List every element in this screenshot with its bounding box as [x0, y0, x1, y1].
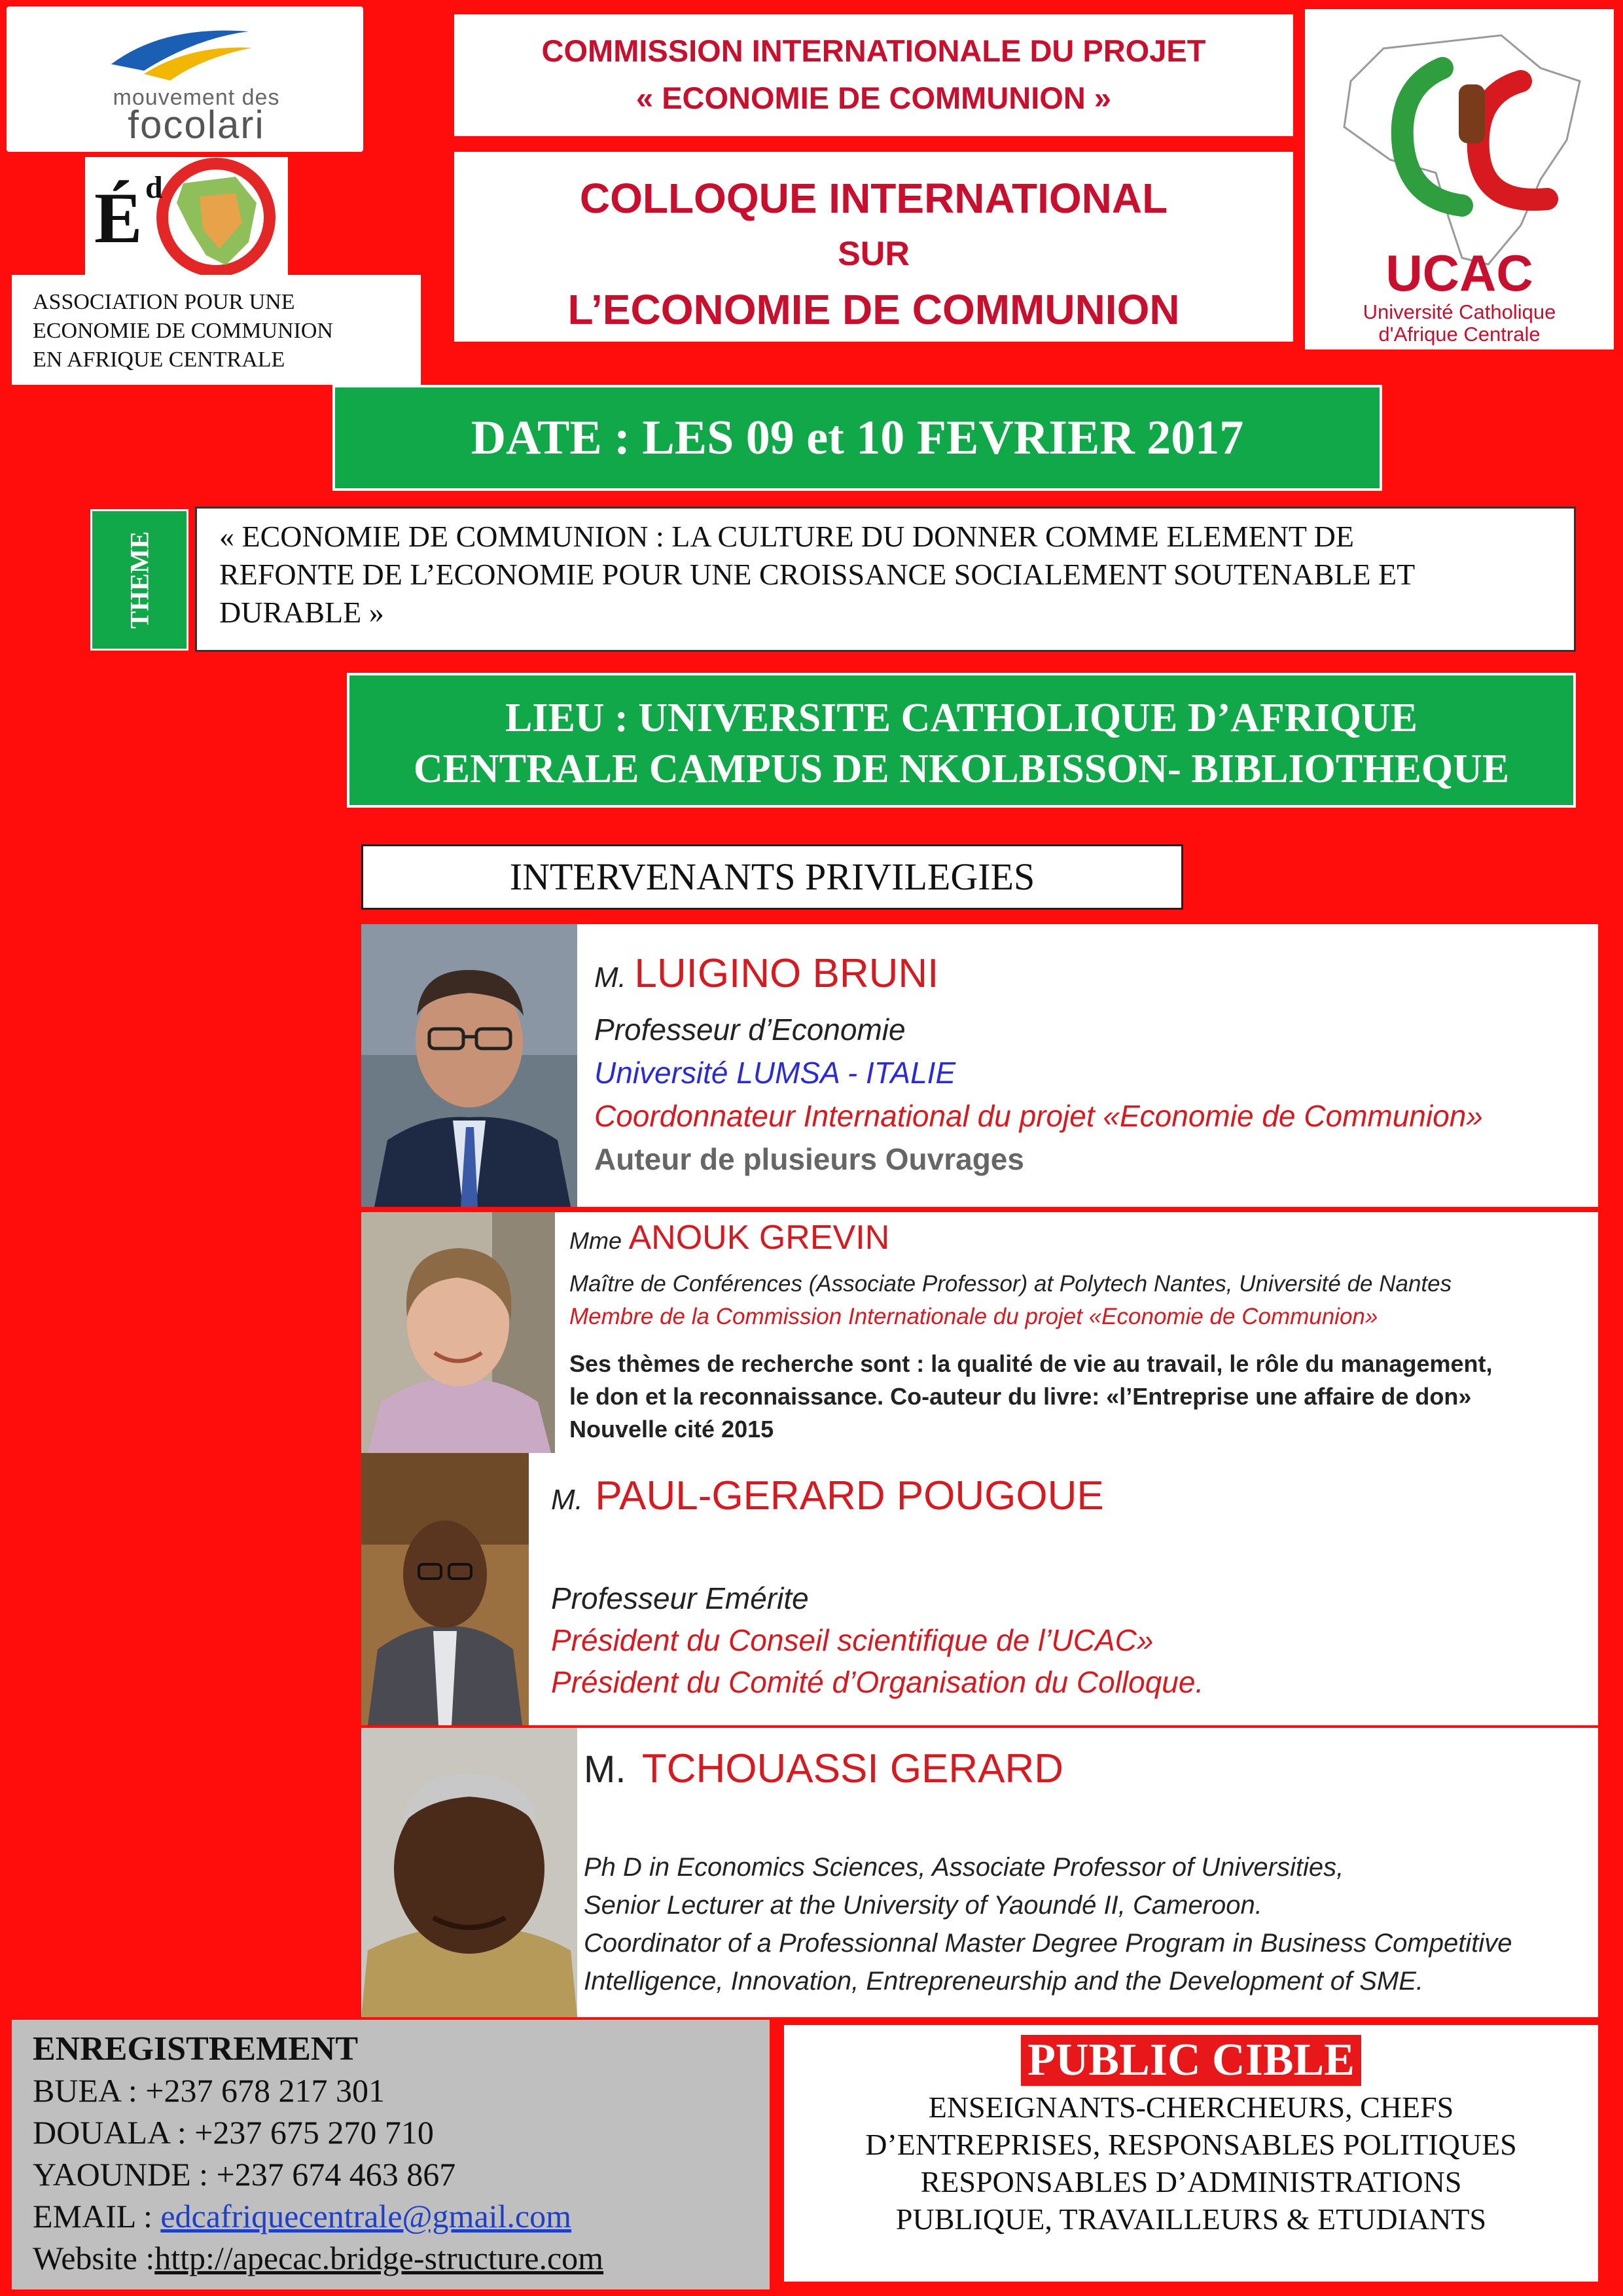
theme-text	[195, 507, 1576, 652]
phone-buea: BUEA : +237 678 217 301	[33, 2072, 385, 2109]
speaker-line: Président du Conseil scientifique de l’UCAC»	[551, 1623, 1154, 1657]
speaker-name: TCHOUASSI GERARD	[641, 1746, 1064, 1791]
focolari-swoosh-icon	[105, 18, 255, 90]
focolari-line2: focolari	[128, 103, 265, 147]
speakers-heading-label: INTERVENANTS PRIVILEGIES	[509, 855, 1035, 898]
speakers-heading	[361, 844, 1183, 910]
colloque-line2: SUR	[838, 235, 910, 273]
theme-line: REFONTE DE L’ECONOMIE POUR UNE CROISSANCE SOCIALEMENT SOUTENABLE ET	[219, 558, 1416, 591]
speaker-photo-tchouassi	[361, 1728, 577, 2017]
speaker-photo-pougoue	[361, 1453, 529, 1725]
speaker-line: Université LUMSA - ITALIE	[594, 1056, 956, 1090]
speaker-line: Intelligence, Innovation, Entrepreneurship and the Development of SME.	[584, 1967, 1424, 1996]
speaker-line: Président du Comité d’Organisation du Colloque.	[551, 1665, 1204, 1699]
association-line: EN AFRIQUE CENTRALE	[33, 348, 285, 372]
phone-douala: DOUALA : +237 675 270 710	[33, 2114, 434, 2151]
venue-line2: CENTRALE CAMPUS DE NKOLBISSON- BIBLIOTHEQUE	[413, 747, 1510, 791]
speaker-prefix: Mme	[569, 1227, 622, 1254]
association-line: ASSOCIATION POUR UNE	[33, 290, 295, 314]
speaker-info-bruni	[594, 950, 1483, 1181]
speaker-line: Professeur d’Economie	[594, 1013, 906, 1047]
website-link[interactable]: http://apecac.bridge-structure.com	[154, 2240, 604, 2276]
email-row	[33, 2195, 770, 2237]
commission-line2: « ECONOMIE DE COMMUNION »	[636, 81, 1111, 115]
association-label	[12, 275, 421, 385]
venue-line1: LIEU : UNIVERSITE CATHOLIQUE D’AFRIQUE	[505, 696, 1418, 740]
speaker-line: Coordinator of a Professionnal Master Degree Program in Business Competitive	[584, 1929, 1512, 1958]
target-audience-title: PUBLIC CIBLE	[1021, 2035, 1361, 2089]
audience-line: D’ENTREPRISES, RESPONSABLES POLITIQUES	[865, 2128, 1517, 2161]
speaker-line: Nouvelle cité 2015	[569, 1416, 774, 1443]
edc-logo	[85, 157, 288, 281]
speaker-line: Senior Lecturer at the University of Yaoundé II, Cameroon.	[584, 1891, 1262, 1920]
phone-yaounde: YAOUNDE : +237 674 463 867	[33, 2156, 456, 2193]
speaker-line: Coordonnateur International du projet «Economie de Communion»	[594, 1099, 1483, 1133]
speaker-card-tchouassi	[361, 1728, 1598, 2017]
venue-banner	[347, 673, 1576, 808]
theme-line: « ECONOMIE DE COMMUNION : LA CULTURE DU DONNER COMME ELEMENT DE	[219, 520, 1354, 553]
speaker-card-bruni	[361, 924, 1598, 1207]
theme-line: DURABLE »	[219, 596, 384, 629]
commission-header	[454, 14, 1293, 136]
speaker-line: Maître de Conférences (Associate Professor) at Polytech Nantes, Université de Nantes	[569, 1271, 1452, 1297]
ucac-line1: Université Catholique	[1363, 300, 1556, 323]
speaker-photo-grevin	[361, 1212, 555, 1453]
edc-africa-icon	[85, 157, 288, 281]
date-banner	[332, 385, 1382, 491]
speaker-line: le don et la reconnaissance. Co-auteur du livre: «l’Entreprise une affaire de don»	[569, 1383, 1472, 1410]
email-link[interactable]: edcafriquecentrale@gmail.com	[160, 2198, 572, 2234]
speaker-photo-bruni	[361, 924, 577, 1207]
colloque-line3: L’ECONOMIE DE COMMUNION	[567, 286, 1180, 333]
theme-tag	[90, 509, 188, 651]
speaker-line: Professeur Emérite	[551, 1581, 809, 1615]
speaker-card-grevin	[361, 1212, 1598, 1453]
audience-line: ENSEIGNANTS-CHERCHEURS, CHEFS	[928, 2090, 1454, 2124]
colloque-header	[454, 152, 1293, 342]
svg-text:d: d	[145, 170, 163, 205]
speaker-name: LUIGINO BRUNI	[634, 951, 939, 996]
speaker-prefix: M.	[594, 961, 626, 994]
focolari-logo	[7, 7, 363, 152]
speaker-line: Ph D in Economics Sciences, Associate Professor of Universities,	[584, 1853, 1344, 1882]
speaker-line: Ses thèmes de recherche sont : la qualité de vie au travail, le rôle du management,	[569, 1350, 1493, 1377]
svg-text:É: É	[94, 178, 143, 258]
colloque-line1: COLLOQUE INTERNATIONAL	[579, 175, 1168, 222]
target-audience-box	[784, 2025, 1598, 2282]
speaker-name: PAUL-GERARD POUGOUE	[595, 1473, 1104, 1518]
speaker-info-grevin	[569, 1216, 1493, 1446]
ucac-line2: d'Afrique Centrale	[1378, 323, 1541, 346]
event-date: DATE : LES 09 et 10 FEVRIER 2017	[471, 411, 1244, 465]
theme-tag-label: THEME	[124, 531, 154, 629]
audience-line: RESPONSABLES D’ADMINISTRATIONS	[920, 2165, 1462, 2198]
registration-title: ENREGISTREMENT	[33, 2030, 358, 2068]
speaker-prefix: M.	[551, 1484, 583, 1516]
ucac-acronym: UCAC	[1385, 244, 1533, 302]
speaker-name: ANOUK GREVIN	[628, 1219, 890, 1257]
speaker-info-pougoue	[551, 1473, 1204, 1703]
ucac-logo	[1305, 9, 1614, 350]
commission-line1: COMMISSION INTERNATIONALE DU PROJET	[541, 33, 1206, 68]
association-line: ECONOMIE DE COMMUNION	[33, 319, 333, 343]
website-row	[33, 2237, 770, 2279]
focolari-line1: mouvement des	[113, 85, 280, 110]
speaker-info-tchouassi	[584, 1741, 1512, 2000]
website-label: Website :	[33, 2240, 155, 2276]
registration-box	[12, 2020, 770, 2289]
speaker-prefix: M.	[584, 1748, 626, 1791]
speaker-line: Auteur de plusieurs Ouvrages	[594, 1142, 1024, 1176]
speaker-line: Membre de la Commission Internationale du projet «Economie de Communion»	[569, 1304, 1378, 1329]
email-label: EMAIL :	[33, 2198, 161, 2234]
speaker-card-pougoue	[361, 1453, 1598, 1725]
audience-line: PUBLIQUE, TRAVAILLEURS & ETUDIANTS	[895, 2202, 1487, 2236]
